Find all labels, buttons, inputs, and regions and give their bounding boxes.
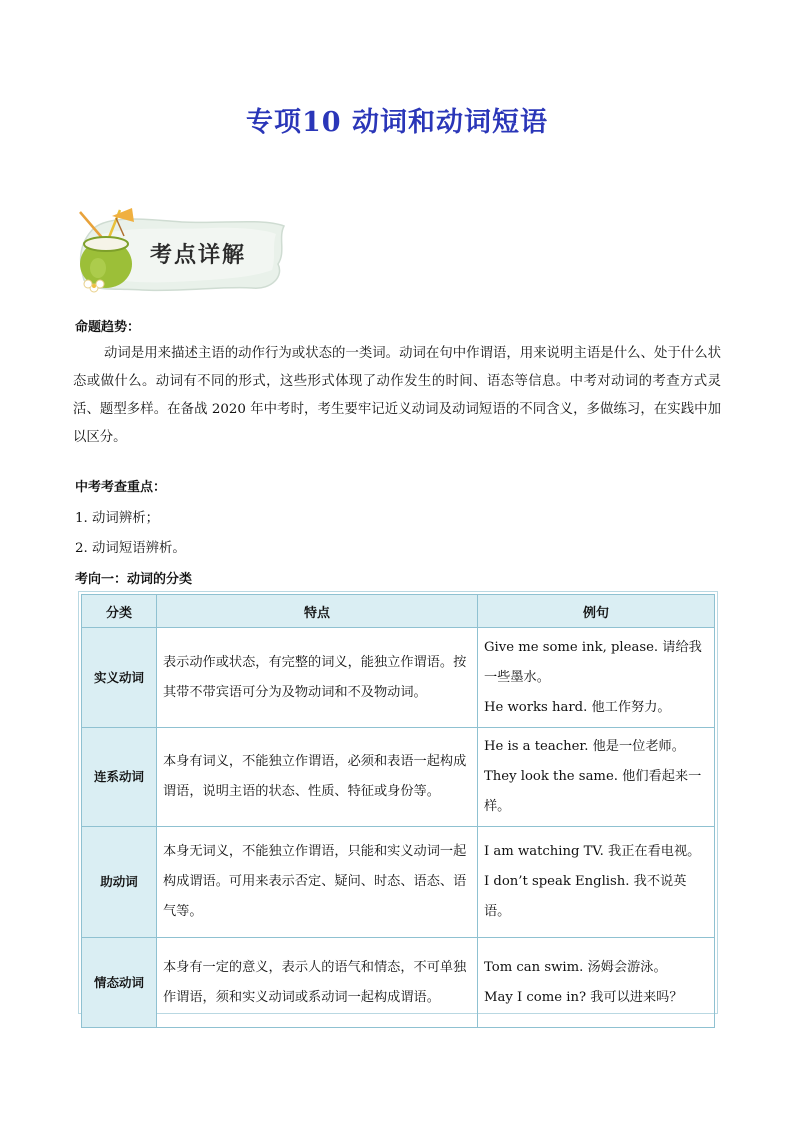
example-sentence: Give me some ink, please. 请给我一些墨水。 (484, 639, 702, 685)
column-header: 分类 (82, 595, 157, 628)
column-header: 例句 (478, 595, 715, 628)
example-sentence: I am watching TV. 我正在看电视。 (484, 844, 701, 859)
example-sentence: May I come in? 我可以进来吗？ (484, 989, 683, 1005)
category-cell: 实义动词 (82, 628, 157, 728)
example-sentence: Tom can swim. 汤姆会游泳。 (484, 959, 667, 975)
example-cell (478, 728, 715, 827)
table-row (82, 628, 715, 728)
table-row (82, 827, 715, 938)
example-sentence: They look the same. 他们看起来一样。 (484, 769, 702, 814)
example-cell (478, 938, 715, 1028)
category-cell: 助动词 (82, 827, 157, 938)
category-cell: 情态动词 (82, 938, 157, 1028)
example-sentence: He works hard. 他工作努力。 (484, 699, 671, 715)
table-row (82, 938, 715, 1028)
feature-cell: 表示动作或状态，有完整的词义，能独立作谓语。按其带不带宾语可分为及物动词和不及物动词。 (157, 628, 478, 728)
example-cell (478, 827, 715, 938)
feature-cell: 本身无词义，不能独立作谓语，只能和实义动词一起构成谓语。可用来表示否定、疑问、时态、语态、语气等。 (157, 827, 478, 938)
banner-label: 考点详解 (150, 242, 247, 268)
direction-heading: 考向一：动词的分类 (75, 572, 193, 587)
table-row (82, 728, 715, 827)
focus-heading: 中考考查重点： (75, 480, 167, 495)
trend-heading: 命题趋势： (75, 320, 141, 335)
trend-paragraph: 动词是用来描述主语的动作行为或状态的一类词。动词在句中作谓语，用来说明主语是什么、处于什么状态或做什么。动词有不同的形式，这些形式体现了动作发生的时间、语态等信息。中考对动词的考查方式灵活、题型多样。在备战 2020 年中考时，考生要牢记近义动词及动词短语的不同含义，多做练习，在实践中加以区分。 (73, 346, 721, 445)
focus-item: 2. 动词短语辨析。 (75, 541, 186, 556)
section-banner (72, 206, 292, 298)
feature-cell: 本身有一定的意义，表示人的语气和情态，不可单独作谓语，须和实义动词或系动词一起构成谓语。 (157, 938, 478, 1028)
column-header: 特点 (157, 595, 478, 628)
verb-classification-table (81, 594, 715, 1028)
focus-item: 1. 动词辨析； (75, 511, 159, 526)
example-sentence: He is a teacher. 他是一位老师。 (484, 739, 685, 754)
example-cell (478, 628, 715, 728)
feature-cell: 本身有词义，不能独立作谓语，必须和表语一起构成谓语，说明主语的状态、性质、特征或身份等。 (157, 728, 478, 827)
category-cell: 连系动词 (82, 728, 157, 827)
table-header-row (82, 595, 715, 628)
page-title: 专项10 动词和动词短语 (246, 107, 548, 138)
example-sentence: I don’t speak English. 我不说英语。 (484, 874, 687, 919)
